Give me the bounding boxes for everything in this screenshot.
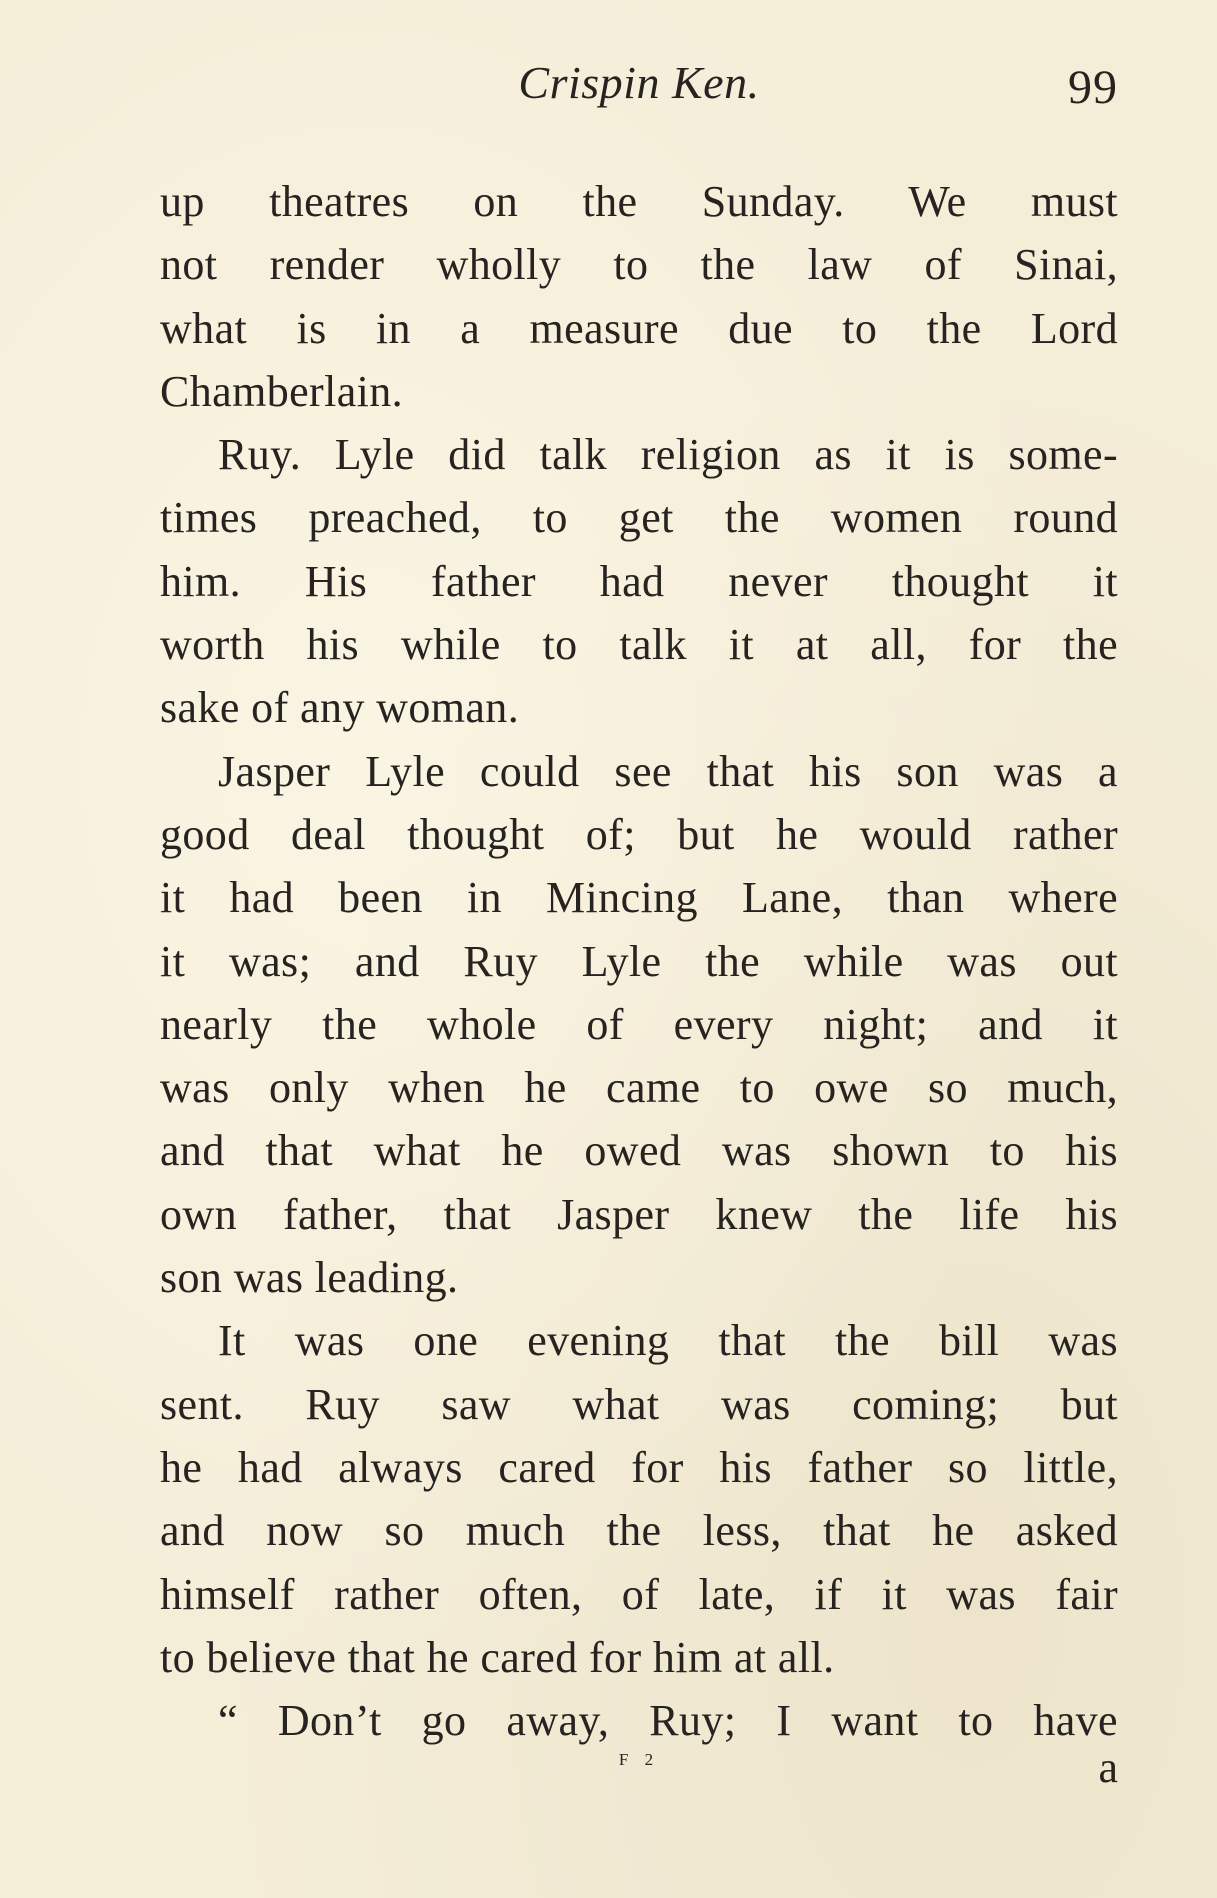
signature-mark: F 2 bbox=[618, 1750, 660, 1769]
text-line: up theatres on the Sunday. We must bbox=[160, 177, 1118, 226]
text-line: himself rather often, of late, if it was fair bbox=[160, 1569, 1118, 1619]
text-line: and that what he owed was shown to his bbox=[160, 1126, 1118, 1176]
text-line: he had always cared for his father so little, bbox=[160, 1442, 1118, 1492]
text-line: son was leading. bbox=[160, 1253, 459, 1303]
page-header bbox=[160, 52, 1118, 122]
text-line: was only when he came to owe so much, bbox=[160, 1063, 1118, 1113]
text-line: it had been in Mincing Lane, than where bbox=[160, 873, 1118, 923]
text-line: own father, that Jasper knew the life his bbox=[160, 1189, 1118, 1239]
running-title: Crispin Ken. bbox=[518, 57, 760, 108]
text-line: nearly the whole of every night; and it bbox=[160, 999, 1118, 1049]
text-line: Chamberlain. bbox=[160, 366, 404, 416]
text-line: not render wholly to the law of Sinai, bbox=[160, 240, 1118, 290]
catchword: a bbox=[1098, 1743, 1118, 1792]
text-line: what is in a measure due to the Lord bbox=[160, 303, 1118, 353]
text-line: and now so much the less, that he asked bbox=[160, 1506, 1118, 1556]
text-line: It was one evening that the bill was bbox=[218, 1316, 1118, 1366]
text-line: sent. Ruy saw what was coming; but bbox=[160, 1379, 1118, 1429]
text-line: him. His father had never thought it bbox=[160, 556, 1118, 606]
text-line: times preached, to get the women round bbox=[160, 493, 1118, 543]
text-line: sake of any woman. bbox=[160, 683, 520, 733]
page-number: 99 bbox=[1068, 61, 1118, 114]
page-footer bbox=[160, 1742, 1118, 1802]
text-line: good deal thought of; but he would rather bbox=[160, 809, 1118, 859]
text-line: to believe that he cared for him at all. bbox=[160, 1632, 835, 1682]
body-text bbox=[160, 170, 1118, 1752]
text-line: it was; and Ruy Lyle the while was out bbox=[160, 936, 1118, 986]
text-line: worth his while to talk it at all, for the bbox=[160, 620, 1118, 670]
text-line: Jasper Lyle could see that his son was a bbox=[218, 746, 1118, 796]
text-line: Ruy. Lyle did talk religion as it is some- bbox=[218, 430, 1118, 480]
text-line: “ Don’t go away, Ruy; I want to have bbox=[218, 1696, 1118, 1746]
